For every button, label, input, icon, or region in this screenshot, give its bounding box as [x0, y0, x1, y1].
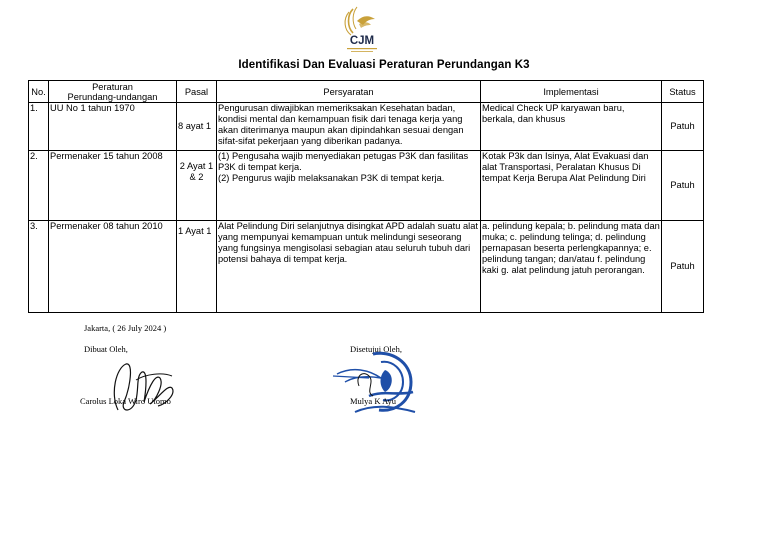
row-status: Patuh — [662, 103, 704, 151]
table-row — [29, 151, 704, 221]
row-no: 2. — [29, 151, 49, 221]
header-no: No. — [29, 81, 49, 103]
approved-by-name: Mulya K Ayu — [350, 396, 396, 406]
row-peraturan: Permenaker 15 tahun 2008 — [49, 151, 177, 221]
row-peraturan: Permenaker 08 tahun 2010 — [49, 221, 177, 313]
approval-stamp-signature — [329, 346, 429, 425]
row-no: 3. — [29, 221, 49, 313]
document-title: Identifikasi Dan Evaluasi Peraturan Perundangan K3 — [238, 59, 530, 71]
place-date: Jakarta, ( 26 July 2024 ) — [84, 323, 167, 333]
header-status: Status — [662, 81, 704, 103]
table-header-row — [29, 81, 704, 103]
signature-carolus — [106, 354, 184, 425]
approved-by-label: Disetujui Oleh, — [350, 344, 402, 354]
regulation-table — [28, 80, 704, 313]
header-persyaratan: Persyaratan — [217, 81, 481, 103]
row-persyaratan: (1) Pengusaha wajib menyediakan petugas P3K dan fasilitas P3K di tempat kerja. (2) Pengurus wajib melaksanakan P3K di tempat kerja. — [217, 151, 481, 221]
made-by-name: Carolus Loka Wiro Utomo — [80, 396, 171, 406]
company-logo — [333, 3, 391, 55]
header-peraturan: Peraturan Perundang-undangan — [49, 81, 177, 103]
header-pasal: Pasal — [177, 81, 217, 103]
row-implementasi: Medical Check UP karyawan baru, berkala, dan khusus — [481, 103, 662, 151]
table-row — [29, 103, 704, 151]
row-pasal: 2 Ayat 1 & 2 — [177, 151, 217, 221]
table-row — [29, 221, 704, 313]
row-persyaratan: Alat Pelindung Diri selanjutnya disingkat APD adalah suatu alat yang mempunyai kemampuan untuk melindungi seseorang yang fungsinya mengisolasi sebagian atau seluruh tubuh dari potensi bahaya di tempat kerja. — [217, 221, 481, 313]
row-pasal: 8 ayat 1 — [177, 103, 217, 151]
made-by-label: Dibuat Oleh, — [84, 344, 128, 354]
row-peraturan: UU No 1 tahun 1970 — [49, 103, 177, 151]
row-status: Patuh — [662, 151, 704, 221]
logo-text: CJM — [349, 35, 375, 47]
row-no: 1. — [29, 103, 49, 151]
row-status: Patuh — [662, 221, 704, 313]
row-implementasi: Kotak P3k dan Isinya, Alat Evakuasi dan alat Transportasi, Peralatan Khusus Di tempat Kerja Berupa Alat Pelindung Diri — [481, 151, 662, 221]
row-implementasi: a. pelindung kepala; b. pelindung mata dan muka; c. pelindung telinga; d. pelindung pernapasan beserta perlengkapannya; e. pelindung tangan; dan/atau f. pelindung kaki g. alat pelindung jatuh perorangan. — [481, 221, 662, 313]
row-persyaratan: Pengurusan diwajibkan memeriksakan Kesehatan badan, kondisi mental dan kemampuan fisik dari tenaga kerja yang akan diterimanya maupun akan dipindahkan sesuai dengan sifat-sifat pekerjaan yang diberikan padanya. — [217, 103, 481, 151]
header-implementasi: Implementasi — [481, 81, 662, 103]
row-pasal: 1 Ayat 1 — [177, 221, 217, 313]
